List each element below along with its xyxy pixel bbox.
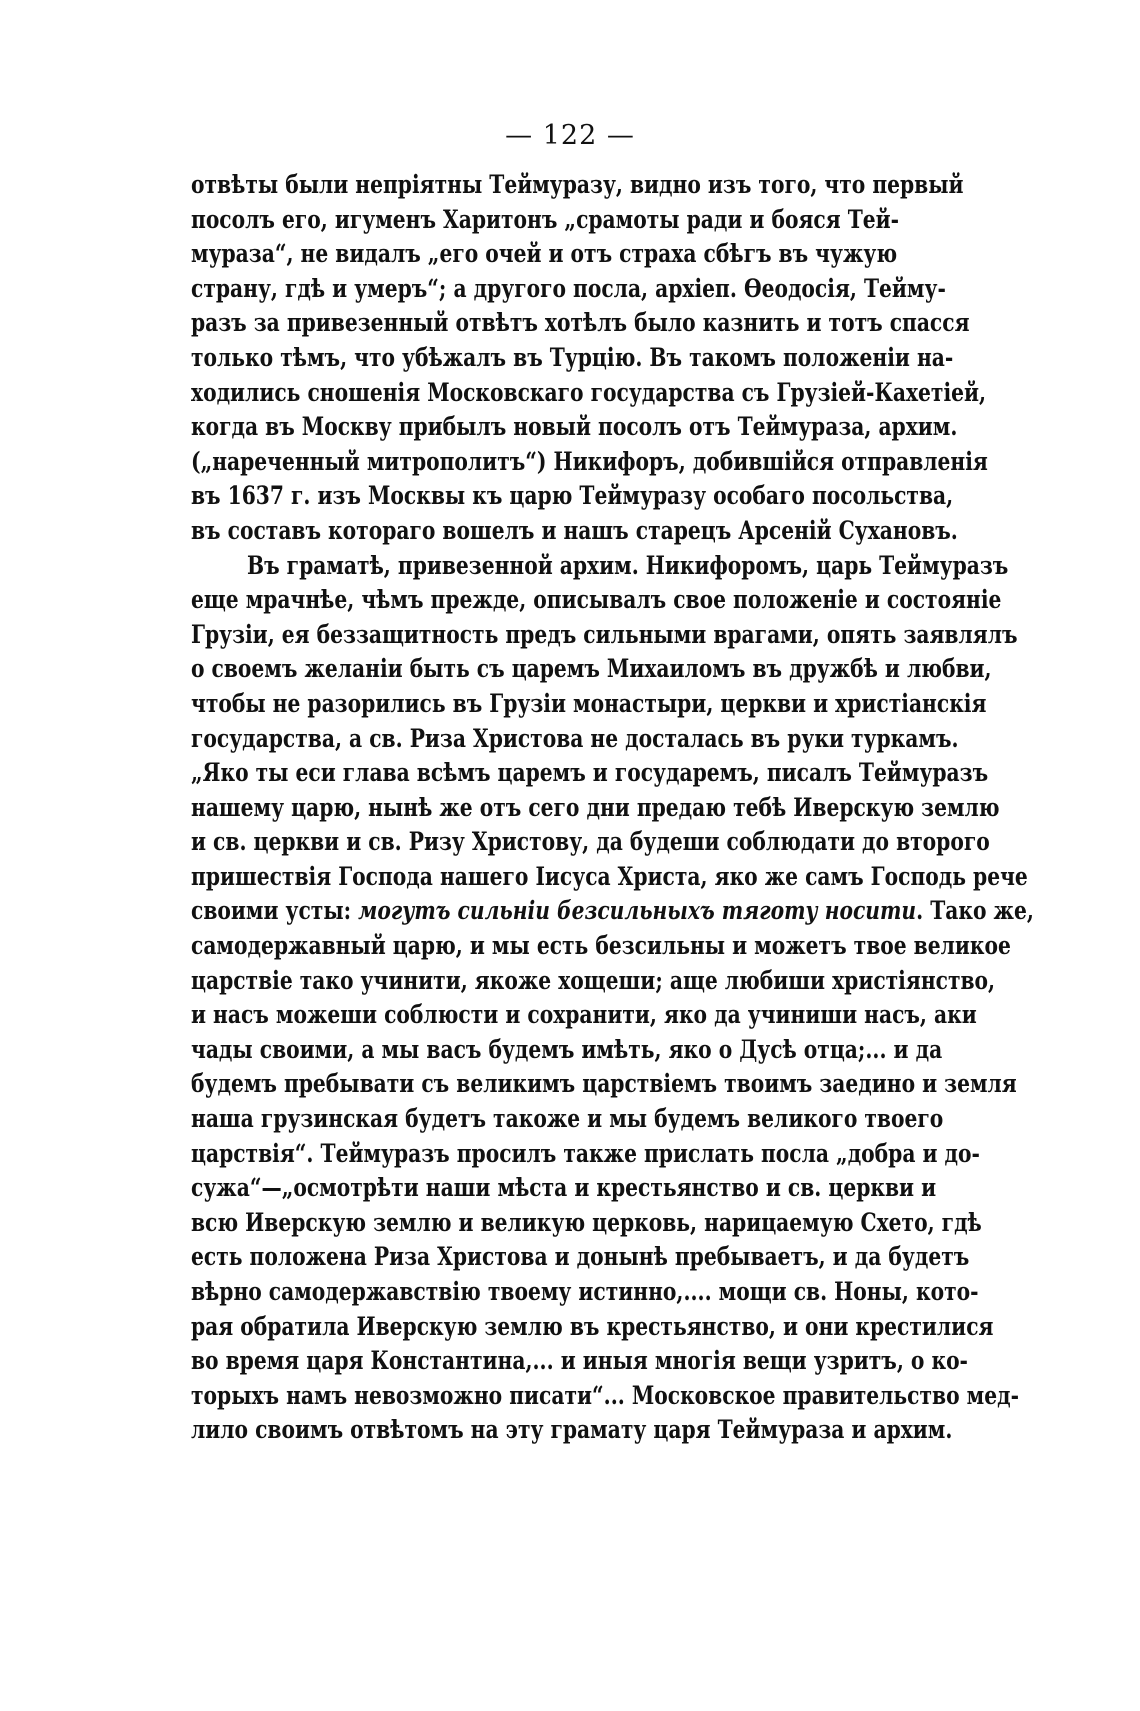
text-line: въ составъ котораго вошелъ и нашъ старецъ Арсеній Сухановъ. xyxy=(191,514,958,545)
text-line: рая обратила Иверскую землю въ крестьянство, и они крестилися xyxy=(191,1310,994,1341)
page-number: — 122 — xyxy=(505,120,635,151)
italic-quote: могутъ сильніи безсильныхъ тяготу носити xyxy=(358,895,917,926)
text-line: будемъ пребывати съ великимъ царствіемъ твоимъ заедино и земля xyxy=(191,1068,1017,1099)
text-line: посолъ его, игуменъ Харитонъ „срамоты ради и бояся Тей- xyxy=(191,203,900,234)
text-line: всю Иверскую землю и великую церковь, нарицаемую Схето, гдѣ xyxy=(191,1206,982,1237)
text-line: еще мрачнѣе, чѣмъ прежде, описывалъ свое положеніе и состояніе xyxy=(191,584,1002,615)
paragraph-2 xyxy=(191,548,1034,1447)
text-line: когда въ Москву прибылъ новый посолъ отъ Теймураза, архим. xyxy=(191,411,958,442)
text-line: Грузіи, ея беззащитность предъ сильными врагами, опять заявлялъ xyxy=(191,618,1018,649)
text-line: государства, а св. Риза Христова не досталась въ руки туркамъ. xyxy=(191,722,959,753)
text-line: чтобы не разорились въ Грузіи монастыри, церкви и христіанскія xyxy=(191,687,987,718)
text-line: („нареченный митрополитъ“) Никифоръ, добившійся отправленія xyxy=(191,445,988,476)
text-line: наша грузинская будетъ такоже и мы будемъ великого твоего xyxy=(191,1103,944,1134)
text-line: торыхъ намъ невозможно писати“... Московское правительство мед- xyxy=(191,1379,1019,1410)
text-line: страну, гдѣ и умеръ“; а другого посла, архіеп. Өеодосія, Тейму- xyxy=(191,272,946,303)
text-line: нашему царю, нынѣ же отъ сего дни предаю тебѣ Иверскую землю xyxy=(191,791,1000,822)
text-line: есть положена Риза Христова и донынѣ пребываетъ, и да будетъ xyxy=(191,1241,970,1272)
text-line: лило своимъ отвѣтомъ на эту грамату царя Теймураза и архим. xyxy=(191,1414,953,1445)
text-line: ходились сношенія Московскаго государства съ Грузіей-Кахетіей, xyxy=(191,376,987,407)
text-line: царствіе тако учинити, якоже хощеши; аще любиши христіянство, xyxy=(191,964,996,995)
text-line: Въ граматѣ, привезенной архим. Никифоромъ, царь Теймуразъ xyxy=(247,549,1009,580)
text-line: царствія“. Теймуразъ просилъ также прислать посла „добра и до- xyxy=(191,1137,980,1168)
line-prefix: своими усты: xyxy=(191,895,359,926)
text-line-with-italic xyxy=(191,893,1034,928)
text-line: разъ за привезенный отвѣтъ хотѣлъ было казнить и тотъ спасся xyxy=(191,307,970,338)
text-line: во время царя Константина,... и иныя многія вещи узритъ, о ко- xyxy=(191,1345,968,1376)
text-line: пришествія Господа нашего Іисуса Христа, яко же самъ Господь рече xyxy=(191,860,1028,891)
text-line: „Яко ты еси глава всѣмъ царемъ и государемъ, писалъ Теймуразъ xyxy=(191,757,989,788)
body-text xyxy=(191,167,1034,1447)
text-line: самодержавный царю, и мы есть безсильны и можетъ твое великое xyxy=(191,930,1011,961)
line-suffix: . Тако же, xyxy=(916,895,1034,926)
text-line: чады своими, а мы васъ будемъ имѣть, яко о Дусѣ отца;... и да xyxy=(191,1033,943,1064)
text-line: въ 1637 г. изъ Москвы къ царю Теймуразу особаго посольства, xyxy=(191,480,954,511)
text-line: мураза“, не видалъ „его очей и отъ страха сбѣгъ въ чужую xyxy=(191,238,898,269)
text-line: вѣрно самодержавствію твоему истинно,.... мощи св. Ноны, кото- xyxy=(191,1276,979,1306)
paragraph-1 xyxy=(191,167,988,548)
text-line: о своемъ желаніи быть съ царемъ Михаиломъ въ дружбѣ и любви, xyxy=(191,653,992,684)
text-line: отвѣты были непріятны Теймуразу, видно изъ того, что первый xyxy=(191,169,964,199)
text-line: только тѣмъ, что убѣжалъ въ Турцію. Въ такомъ положеніи на- xyxy=(191,341,954,372)
text-line: и насъ можеши соблюсти и сохранити, яко да учиниши насъ, аки xyxy=(191,999,977,1030)
text-line: сужа“—„осмотрѣти наши мѣста и крестьянство и св. церкви и xyxy=(191,1172,937,1203)
text-line: и св. церкви и св. Ризу Христову, да будеши соблюдати до второго xyxy=(191,826,990,857)
